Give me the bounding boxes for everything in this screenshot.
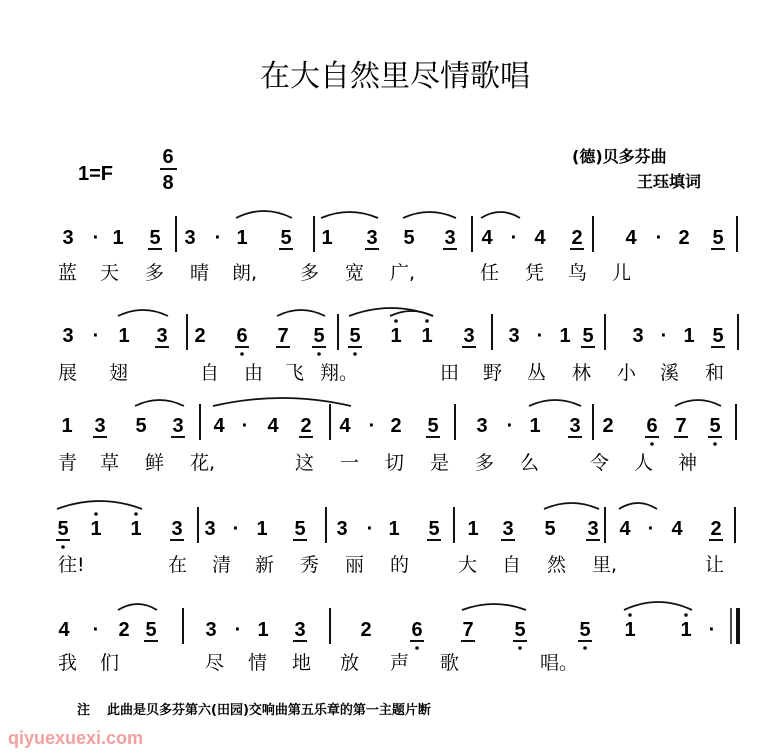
jianpu-note: 1	[624, 619, 636, 641]
jianpu-note: 1	[130, 518, 142, 540]
jianpu-note: 5	[149, 227, 161, 249]
jianpu-note: 3	[476, 415, 488, 437]
jianpu-note: 3	[94, 415, 106, 437]
jianpu-note: 5	[145, 619, 157, 641]
lyric-syllable: 声	[390, 652, 410, 674]
jianpu-note: 3	[62, 227, 74, 249]
jianpu-note: 1	[680, 619, 692, 641]
lyric-syllable: 一	[340, 452, 360, 474]
jianpu-note: 2	[194, 325, 206, 347]
jianpu-note: 1	[390, 325, 402, 347]
lyric-syllable: 多	[145, 262, 165, 284]
lyric-syllable: 凭	[525, 262, 545, 284]
jianpu-note: 1	[559, 325, 571, 347]
lyric-syllable: 翅	[109, 362, 129, 384]
lyric-syllable: 展	[58, 362, 78, 384]
jianpu-note: 3	[62, 325, 74, 347]
jianpu-note: 2	[360, 619, 372, 641]
lyric-syllable: 任	[480, 262, 500, 284]
lyric-syllable: 情	[248, 652, 268, 674]
time-signature-bottom: 8	[162, 172, 174, 194]
jianpu-note: 1	[61, 415, 73, 437]
dot-duration: ·	[214, 227, 222, 249]
jianpu-note: 5	[313, 325, 325, 347]
jianpu-note: 5	[427, 415, 439, 437]
jianpu-note: 5	[712, 325, 724, 347]
jianpu-note: 2	[710, 518, 722, 540]
lyric-syllable: 唱。	[540, 652, 579, 674]
lyric-syllable: 我	[58, 652, 78, 674]
lyric-syllable: 天	[100, 262, 120, 284]
lyric-syllable: 自	[502, 554, 522, 576]
jianpu-note: 1	[90, 518, 102, 540]
song-title: 在大自然里尽情歌唱	[260, 59, 530, 94]
jianpu-note: 1	[529, 415, 541, 437]
lyric-syllable: 么	[520, 452, 540, 474]
footnote-text: 此曲是贝多芬第六(田园)交响曲第五乐章的第一主题片断	[107, 703, 431, 718]
lyric-syllable: 大	[458, 554, 478, 576]
jianpu-note: 4	[619, 518, 631, 540]
lyricist-credit: 王珏填词	[637, 172, 702, 191]
jianpu-note: 3	[366, 227, 378, 249]
jianpu-note: 1	[236, 227, 248, 249]
jianpu-note: 2	[678, 227, 690, 249]
jianpu-note: 4	[481, 227, 493, 249]
lyric-syllable: 尽	[205, 652, 225, 674]
jianpu-note: 2	[118, 619, 130, 641]
lower-octave-dot	[240, 352, 244, 356]
lower-octave-dot	[353, 352, 357, 356]
jianpu-note: 5	[582, 325, 594, 347]
dot-duration: ·	[660, 325, 668, 347]
upper-octave-dot	[425, 319, 429, 323]
jianpu-note: 3	[632, 325, 644, 347]
upper-octave-dot	[394, 319, 398, 323]
jianpu-note: 5	[579, 619, 591, 641]
jianpu-note: 3	[184, 227, 196, 249]
lyric-syllable: 放	[340, 652, 360, 674]
dot-duration: ·	[241, 415, 249, 437]
lower-octave-dot	[713, 442, 717, 446]
jianpu-note: 6	[411, 619, 423, 641]
footnote-label: 注	[77, 703, 91, 718]
lyric-syllable: 歌	[440, 652, 460, 674]
lyric-syllable: 鲜	[145, 452, 165, 474]
watermark: qiyuexuexi.com	[8, 728, 144, 748]
key-signature: 1=F	[78, 163, 114, 185]
lower-octave-dot	[518, 646, 522, 650]
dot-duration: ·	[510, 227, 518, 249]
lower-octave-dot	[583, 646, 587, 650]
lyric-syllable: 溪	[660, 362, 680, 384]
jianpu-note: 2	[602, 415, 614, 437]
jianpu-note: 3	[587, 518, 599, 540]
lyric-syllable: 多	[475, 452, 495, 474]
lyric-syllable: 广,	[390, 262, 416, 284]
jianpu-note: 3	[171, 518, 183, 540]
lyric-syllable: 是	[430, 452, 450, 474]
lyric-syllable: 秀	[300, 554, 320, 576]
jianpu-note: 5	[280, 227, 292, 249]
upper-octave-dot	[134, 512, 138, 516]
dot-duration: ·	[234, 619, 242, 641]
lyric-syllable: 们	[100, 652, 120, 674]
lower-octave-dot	[61, 545, 65, 549]
jianpu-note: 4	[671, 518, 683, 540]
lyric-syllable: 草	[100, 452, 120, 474]
jianpu-note: 5	[57, 518, 69, 540]
dot-duration: ·	[92, 325, 100, 347]
dot-duration: ·	[366, 518, 374, 540]
final-bar-thick	[736, 608, 740, 644]
jianpu-note: 5	[712, 227, 724, 249]
lyric-syllable: 花,	[190, 452, 216, 474]
upper-octave-dot	[628, 613, 632, 617]
jianpu-note: 1	[421, 325, 433, 347]
lyric-syllable: 蓝	[58, 262, 78, 284]
lyric-syllable: 飞	[285, 362, 305, 384]
dot-duration: ·	[92, 227, 100, 249]
lyric-syllable: 和	[705, 362, 725, 384]
dot-duration: ·	[506, 415, 514, 437]
jianpu-note: 1	[467, 518, 479, 540]
lyric-syllable: 让	[705, 554, 725, 576]
jianpu-note: 2	[390, 415, 402, 437]
lyric-syllable: 切	[385, 452, 405, 474]
dot-duration: ·	[647, 518, 655, 540]
jianpu-note: 5	[709, 415, 721, 437]
jianpu-note: 5	[428, 518, 440, 540]
jianpu-note: 5	[349, 325, 361, 347]
upper-octave-dot	[684, 613, 688, 617]
lyric-syllable: 由	[244, 362, 264, 384]
jianpu-note: 5	[544, 518, 556, 540]
jianpu-note: 4	[58, 619, 70, 641]
jianpu-note: 3	[444, 227, 456, 249]
jianpu-note: 3	[172, 415, 184, 437]
jianpu-note: 5	[403, 227, 415, 249]
lyric-syllable: 多	[300, 262, 320, 284]
lyric-syllable: 翔。	[320, 362, 359, 384]
jianpu-note: 6	[646, 415, 658, 437]
lyric-syllable: 地	[292, 652, 312, 674]
jianpu-note: 1	[257, 619, 269, 641]
jianpu-note: 1	[683, 325, 695, 347]
lyric-syllable: 小	[617, 362, 637, 384]
jianpu-note: 2	[571, 227, 583, 249]
jianpu-note: 5	[514, 619, 526, 641]
lyric-syllable: 的	[390, 554, 410, 576]
lyric-syllable: 宽	[345, 262, 365, 284]
dot-duration: ·	[368, 415, 376, 437]
lyric-syllable: 野	[483, 362, 503, 384]
jianpu-note: 5	[294, 518, 306, 540]
jianpu-note: 3	[336, 518, 348, 540]
lyric-syllable: 田	[440, 362, 460, 384]
jianpu-note: 3	[569, 415, 581, 437]
time-signature-top: 6	[162, 146, 174, 168]
jianpu-note: 6	[236, 325, 248, 347]
jianpu-note: 7	[675, 415, 687, 437]
lyric-syllable: 林	[572, 362, 592, 384]
lyric-syllable: 神	[678, 452, 698, 474]
lyric-syllable: 在	[168, 554, 188, 576]
lyric-syllable: 丽	[345, 554, 365, 576]
lyric-syllable: 儿	[612, 262, 632, 284]
jianpu-note: 1	[388, 518, 400, 540]
lower-octave-dot	[317, 352, 321, 356]
lyric-syllable: 往!	[58, 554, 85, 576]
lyric-syllable: 人	[634, 452, 654, 474]
dot-duration: ·	[708, 619, 716, 641]
lower-octave-dot	[415, 646, 419, 650]
jianpu-note: 3	[205, 619, 217, 641]
jianpu-note: 7	[462, 619, 474, 641]
jianpu-note: 1	[118, 325, 130, 347]
jianpu-note: 5	[135, 415, 147, 437]
jianpu-note: 3	[502, 518, 514, 540]
dot-duration: ·	[232, 518, 240, 540]
dot-duration: ·	[536, 325, 544, 347]
jianpu-note: 3	[508, 325, 520, 347]
lyric-syllable: 晴	[190, 262, 210, 284]
lower-octave-dot	[650, 442, 654, 446]
jianpu-note: 4	[267, 415, 279, 437]
lyric-syllable: 令	[590, 452, 610, 474]
jianpu-note: 3	[463, 325, 475, 347]
lyric-syllable: 朗,	[232, 262, 258, 284]
jianpu-note: 7	[277, 325, 289, 347]
composer-credit: (德)贝多芬曲	[572, 147, 667, 166]
jianpu-note: 4	[534, 227, 546, 249]
lyric-syllable: 鸟	[568, 262, 588, 284]
lyric-syllable: 自	[200, 362, 220, 384]
lyric-syllable: 青	[58, 452, 78, 474]
upper-octave-dot	[94, 512, 98, 516]
lyric-syllable: 里,	[592, 554, 618, 576]
lyric-syllable: 清	[212, 554, 232, 576]
lyric-syllable: 丛	[527, 362, 547, 384]
jianpu-note: 2	[300, 415, 312, 437]
jianpu-note: 3	[204, 518, 216, 540]
jianpu-note: 4	[339, 415, 351, 437]
dot-duration: ·	[92, 619, 100, 641]
lyric-syllable: 新	[255, 554, 275, 576]
jianpu-note: 1	[256, 518, 268, 540]
jianpu-note: 4	[625, 227, 637, 249]
jianpu-note: 4	[213, 415, 225, 437]
jianpu-note: 1	[112, 227, 124, 249]
lyric-syllable: 然	[547, 554, 567, 576]
jianpu-note: 1	[321, 227, 333, 249]
jianpu-note: 3	[294, 619, 306, 641]
dot-duration: ·	[655, 227, 663, 249]
jianpu-note: 3	[156, 325, 168, 347]
lyric-syllable: 这	[295, 452, 315, 474]
